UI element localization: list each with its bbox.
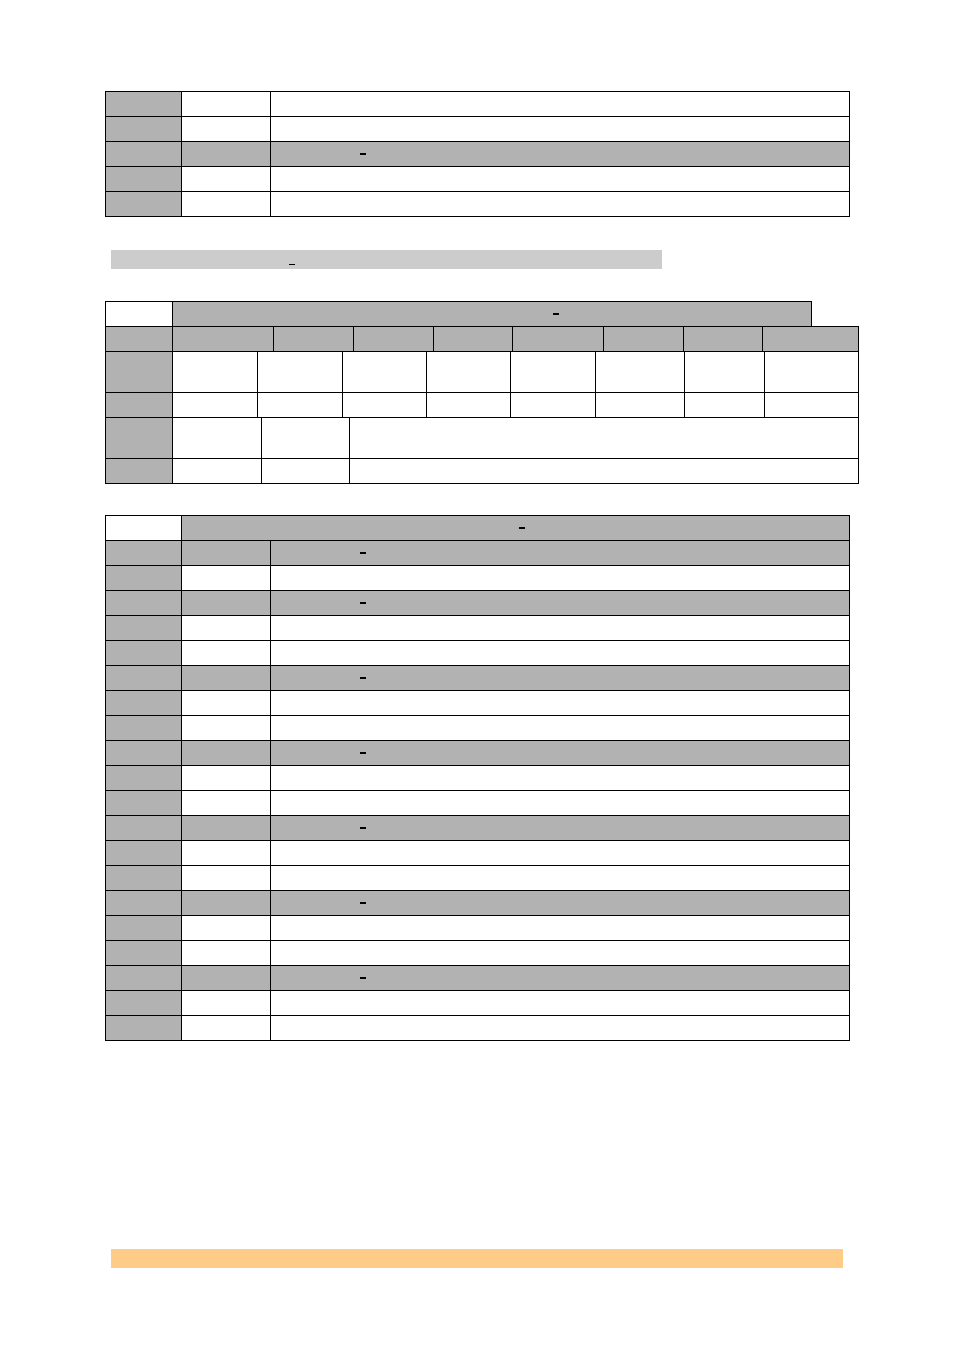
row-value-cell [271, 616, 850, 641]
grid-cell [343, 393, 427, 418]
grid-cell [173, 352, 258, 393]
table-row [106, 117, 850, 142]
row-value-cell [271, 991, 850, 1016]
grid-cell [765, 352, 859, 393]
row-value-cell [271, 916, 850, 941]
grid-row-label [106, 393, 173, 418]
grid-cell [511, 393, 596, 418]
header-dash [553, 313, 559, 315]
bottom-header-cell [182, 516, 850, 541]
table-row [106, 741, 850, 766]
row-key-cell [182, 192, 271, 217]
row-key-cell [182, 741, 271, 766]
row-label-cell [106, 192, 182, 217]
bottom-table [105, 515, 850, 1041]
table-row [106, 866, 850, 891]
table-row [106, 92, 850, 117]
row-label-cell [106, 716, 182, 741]
table-row [106, 691, 850, 716]
row-dash [360, 977, 366, 979]
row-label-cell [106, 766, 182, 791]
grid-row-label [106, 459, 173, 484]
row-value-cell [271, 566, 850, 591]
row-value-cell [271, 866, 850, 891]
row-label-cell [106, 841, 182, 866]
row-label-cell [106, 941, 182, 966]
middle-grid-table [105, 301, 859, 484]
grid-corner-cell [106, 302, 173, 327]
row-dash [360, 902, 366, 904]
row-value-cell [271, 791, 850, 816]
row-key-cell [182, 591, 271, 616]
row-dash [360, 552, 366, 554]
grid-cell [685, 352, 765, 393]
row-label-cell [106, 866, 182, 891]
grid-cell [765, 393, 859, 418]
row-key-cell [182, 666, 271, 691]
table-row [106, 966, 850, 991]
table-row [106, 566, 850, 591]
grid-cell [343, 352, 427, 393]
row-key-cell [182, 167, 271, 192]
row-label-cell [106, 816, 182, 841]
row-value-cell [271, 716, 850, 741]
grid-cell [596, 352, 685, 393]
table-row [106, 716, 850, 741]
section-label-bar [111, 250, 662, 269]
grid-cell [427, 352, 511, 393]
header-dash [519, 527, 525, 529]
row-key-cell [182, 92, 271, 117]
row-value-cell [271, 766, 850, 791]
row-label-cell [106, 616, 182, 641]
row-label-cell [106, 167, 182, 192]
table-row [106, 991, 850, 1016]
row-label-cell [106, 741, 182, 766]
row-label-cell [106, 641, 182, 666]
table-row [106, 941, 850, 966]
table-row [106, 616, 850, 641]
grid-header-cell [173, 302, 812, 327]
row-label-cell [106, 1016, 182, 1041]
table-row [106, 841, 850, 866]
row-key-cell [182, 541, 271, 566]
row-key-cell [182, 691, 271, 716]
grid-cell [511, 352, 596, 393]
grid-row-label [106, 327, 173, 352]
row-value-cell [271, 167, 850, 192]
table-row [106, 541, 850, 566]
top-table [105, 91, 850, 217]
row-value-cell [271, 192, 850, 217]
row-key-cell [182, 1016, 271, 1041]
row-key-cell [182, 641, 271, 666]
row-dash [360, 153, 366, 155]
bottom-corner-cell [106, 516, 182, 541]
row-label-cell [106, 591, 182, 616]
row-value-cell [271, 741, 850, 766]
row-value-cell [271, 966, 850, 991]
row-key-cell [182, 766, 271, 791]
row-key-cell [182, 866, 271, 891]
row-value-cell [271, 691, 850, 716]
row-key-cell [182, 941, 271, 966]
grid-wide-row [173, 418, 859, 459]
grid-cell [427, 393, 511, 418]
row-label-cell [106, 691, 182, 716]
row-label-cell [106, 566, 182, 591]
row-label-cell [106, 791, 182, 816]
row-key-cell [182, 841, 271, 866]
row-value-cell [271, 841, 850, 866]
row-value-cell [271, 541, 850, 566]
row-label-cell [106, 541, 182, 566]
row-key-cell [182, 916, 271, 941]
row-key-cell [182, 566, 271, 591]
row-label-cell [106, 666, 182, 691]
row-label-cell [106, 891, 182, 916]
table-row [106, 666, 850, 691]
table-row [106, 192, 850, 217]
row-key-cell [182, 966, 271, 991]
row-label-cell [106, 916, 182, 941]
grid-cell [258, 352, 343, 393]
row-key-cell [182, 117, 271, 142]
row-value-cell [271, 641, 850, 666]
grid-cell [596, 393, 685, 418]
row-dash [360, 752, 366, 754]
table-row [106, 791, 850, 816]
table-row [106, 142, 850, 167]
row-value-cell [271, 816, 850, 841]
table-row [106, 591, 850, 616]
row-value-cell [271, 891, 850, 916]
row-label-cell [106, 966, 182, 991]
row-dash [360, 677, 366, 679]
row-label-cell [106, 142, 182, 167]
row-key-cell [182, 791, 271, 816]
label-dash [289, 264, 295, 266]
grid-subheader-row [173, 327, 859, 352]
row-value-cell [271, 1016, 850, 1041]
grid-row-label [106, 352, 173, 393]
grid-wide-row [173, 459, 859, 484]
row-key-cell [182, 616, 271, 641]
table-row [106, 766, 850, 791]
row-value-cell [271, 591, 850, 616]
row-key-cell [182, 142, 271, 167]
row-key-cell [182, 716, 271, 741]
row-dash [360, 827, 366, 829]
table-row [106, 641, 850, 666]
footer-bar [111, 1249, 843, 1268]
table-row [106, 1016, 850, 1041]
row-value-cell [271, 941, 850, 966]
row-key-cell [182, 816, 271, 841]
table-row [106, 816, 850, 841]
row-key-cell [182, 991, 271, 1016]
row-label-cell [106, 117, 182, 142]
grid-cell [685, 393, 765, 418]
grid-row-label [106, 418, 173, 459]
row-value-cell [271, 92, 850, 117]
table-row [106, 916, 850, 941]
table-row [106, 891, 850, 916]
row-key-cell [182, 891, 271, 916]
row-label-cell [106, 92, 182, 117]
row-label-cell [106, 991, 182, 1016]
row-dash [360, 602, 366, 604]
table-row [106, 167, 850, 192]
row-value-cell [271, 142, 850, 167]
row-value-cell [271, 117, 850, 142]
grid-cell [173, 393, 258, 418]
row-value-cell [271, 666, 850, 691]
grid-cell [258, 393, 343, 418]
